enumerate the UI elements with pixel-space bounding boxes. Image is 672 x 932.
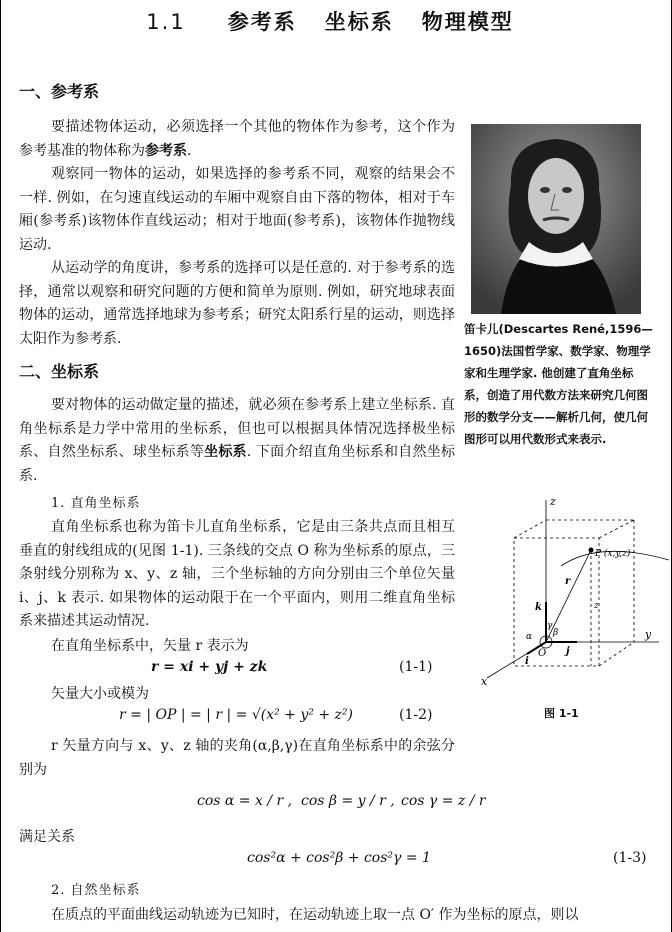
page-title: 1.1 参考系 坐标系 物理模型 <box>146 10 514 34</box>
text-vector-magnitude: 矢量大小或模为 <box>51 686 149 702</box>
paragraph-reference-frame-def: 要描述物体运动，必须选择一个其他的物体作为参考，这个作为参考基准的物体称为参考系. <box>19 119 455 159</box>
text-vector-expression: 在直角坐标系中，矢量 r 表示为 <box>51 638 249 654</box>
paragraph-reference-frame-observe: 观察同一物体的运动，如果选择的参考系不同，观察的结果会不一样. 例如，在匀速直线运动的车厢中观察自由下落的物体，相对于车厢(参考系)该物体作直线运动；相对于地面(参考系)，该物体作抛物线运动. <box>19 166 455 253</box>
svg-text:P (x,y,z): P (x,y,z) <box>595 549 631 559</box>
paragraph-coordinate-system-intro: 要对物体的运动做定量的描述，就必须在参考系上建立坐标系. 直角坐标系是力学中常用的坐标系，但也可以根据具体情况选择极坐标系、自然坐标系、球坐标系等坐标系. 下面介绍直角坐标系和自然坐标系. <box>19 397 456 484</box>
section-heading-reference-frame: 一、参考系 <box>19 82 100 101</box>
portrait-caption: 笛卡儿(Descartes René,1596—1650)法国哲学家、数学家、物理学家和生理学家. 他创建了直角坐标系，创造了用代数方法来研究几何图形的数学分支——解析几何，使几何图形可以用代数形式来表示. <box>464 322 653 446</box>
equation-cos-gamma: cos γ = z / r <box>401 793 486 809</box>
equation-cos-beta: cos β = y / r , <box>301 793 395 809</box>
svg-text:i: i <box>525 656 529 667</box>
svg-text:k: k <box>535 602 542 613</box>
equation-1-2: r = | OP | = | r | = √(x² + y² + z²) <box>119 707 353 723</box>
equation-1-1: r = xi + yj + zk <box>151 659 268 675</box>
descartes-portrait <box>471 124 641 314</box>
figure-caption: 图 1-1 <box>544 707 579 720</box>
figure-1-1-diagram <box>469 490 669 690</box>
equation-number-1-1: (1-1) <box>399 659 433 675</box>
subheading-cartesian: 1. 直角坐标系 <box>51 496 141 511</box>
equation-cos-alpha: cos α = x / r , <box>197 793 293 809</box>
svg-text:α: α <box>526 632 533 642</box>
svg-text:z: z <box>594 601 599 611</box>
text-satisfies: 满足关系 <box>19 829 75 845</box>
text-direction-cosines: r 矢量方向与 x、y、z 轴的夹角(α,β,γ)在直角坐标系中的余弦分别为 <box>19 738 455 778</box>
svg-text:γ: γ <box>547 621 553 631</box>
equation-number-1-2: (1-2) <box>399 707 433 723</box>
paragraph-reference-frame-choice: 从运动学的角度讲，参考系的选择可以是任意的. 对于参考系的选择，通常以观察和研究问题的方便和简单为原则. 例如，研究地球表面物体的运动，通常选择地球为参考系；研究太阳系行星的运动，则选择太阳作为参考系. <box>19 260 455 347</box>
section-heading-coordinate-system: 二、坐标系 <box>19 362 100 381</box>
svg-text:y: y <box>645 628 652 641</box>
svg-text:j: j <box>566 646 570 657</box>
svg-text:r: r <box>565 576 571 587</box>
paragraph-natural: 在质点的平面曲线运动轨迹为已知时，在运动轨迹上取一点 O′ 作为坐标的原点，则以 <box>51 907 579 923</box>
svg-text:O: O <box>538 648 547 659</box>
svg-text:β: β <box>553 628 559 638</box>
subheading-natural: 2. 自然坐标系 <box>51 883 141 898</box>
svg-text:x: x <box>481 675 488 688</box>
equation-1-3: cos²α + cos²β + cos²γ = 1 <box>247 850 431 866</box>
svg-text:z: z <box>550 495 556 508</box>
equation-number-1-3: (1-3) <box>613 850 647 866</box>
paragraph-cartesian: 直角坐标系也称为笛卡儿直角坐标系，它是由三条共点而且相互垂直的射线组成的(见图 1-1). 三条线的交点 O 称为坐标系的原点，三条射线分别称为 x、y、z 轴，三个坐标轴的方向分别由三个单位矢量 i、j、k 表示. 如果物体的运动限于在一个平面内，则用二维直角坐标系来描述其运动情况. <box>19 519 455 629</box>
